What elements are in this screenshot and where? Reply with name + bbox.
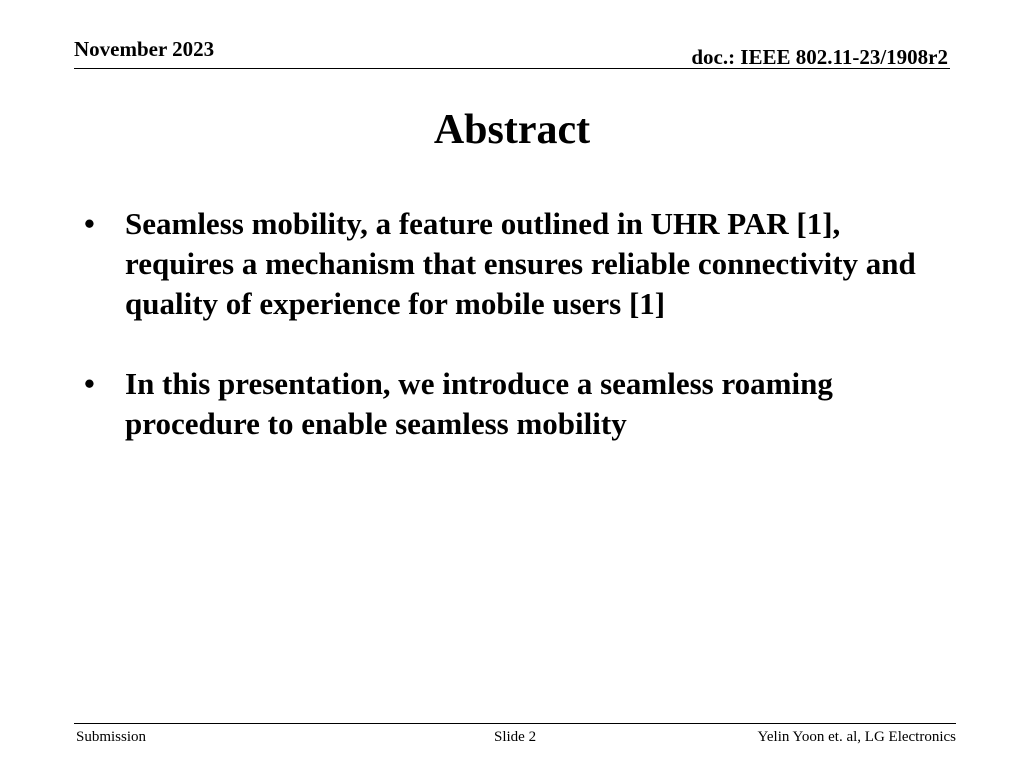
slide-title: Abstract (433, 107, 591, 153)
bullet-marker: • (84, 206, 95, 241)
bullet-item (84, 204, 954, 324)
header-divider (74, 68, 950, 69)
bullet-list (84, 204, 954, 484)
footer-slide-number: Slide 2 (494, 729, 537, 745)
header-doc-id: doc.: IEEE 802.11-23/1908r2 (691, 45, 948, 69)
footer-authors: Yelin Yoon et. al, LG Electronics (757, 729, 956, 745)
bullet-item (84, 364, 954, 444)
footer-submission: Submission (76, 729, 147, 745)
bullet-marker: • (84, 366, 95, 401)
header-date: November 2023 (74, 37, 215, 61)
bullet-text: Seamless mobility, a feature outlined in UHR PAR [1], requires a mechanism that ensures reliable connectivity and quality of experience for mobile users [1] (125, 206, 916, 321)
footer-divider (74, 723, 956, 724)
bullet-text: In this presentation, we introduce a seamless roaming procedure to enable seamless mobility (125, 366, 833, 441)
